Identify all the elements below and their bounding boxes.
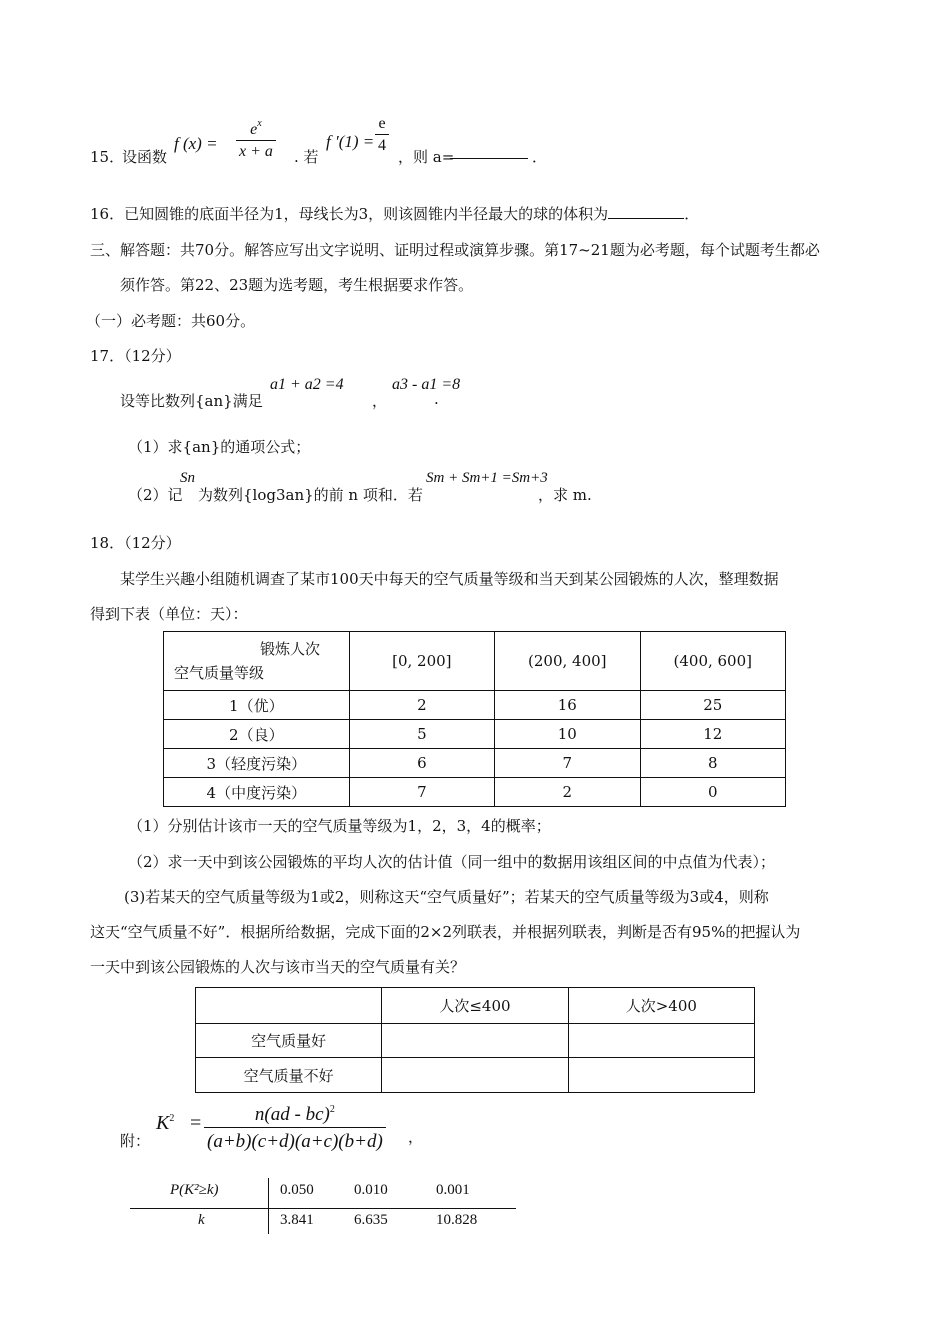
q15-prefix: 设函数 [122, 148, 168, 166]
q18-stem-line1: 某学生兴趣小组随机调查了某市100天中每天的空气质量等级和当天到某公园锻炼的人次，整理数据 [120, 570, 779, 588]
table2-empty-cell[interactable] [568, 1058, 754, 1093]
q17-sub2-sn: Sn [180, 470, 195, 486]
ptable-cell: 6.635 [354, 1212, 388, 1228]
q17-cond1: a1 + a2 =4 [270, 376, 344, 393]
table1-col-header: (200, 400] [495, 632, 640, 691]
table1-col-header: (400, 600] [640, 632, 785, 691]
formula-equals: = [190, 1112, 202, 1134]
table-row [164, 720, 786, 749]
q17-cond2: a3 - a1 =8 [392, 376, 461, 393]
formula-lhs: $K^2$ [156, 1112, 175, 1134]
table2-row-label: 空气质量不好 [196, 1058, 382, 1093]
formula-fraction [204, 1098, 386, 1156]
q18-contingency-table [195, 987, 755, 1093]
table2-row-label: 空气质量好 [196, 1024, 382, 1058]
table-row [164, 778, 786, 807]
table2-col-header [196, 988, 382, 1024]
table1-cell: 12 [640, 720, 785, 749]
q18-sub3-line1: (3)若某天的空气质量等级为1或2，则称这天“空气质量好”；若某天的空气质量等级为3或4，则称 [124, 888, 769, 906]
formula-num: n(ad - bc)$^2$ [204, 1098, 386, 1128]
appendix-label: 附： [120, 1132, 151, 1150]
table1-corner [164, 632, 350, 691]
ptable-cell: 0.050 [280, 1182, 314, 1198]
q15-rhs-den: 4 [378, 137, 386, 154]
ptable-cell: 3.841 [280, 1212, 314, 1228]
q18-sub3-line3: 一天中到该公园锻炼的人次与该市当天的空气质量有关？ [90, 958, 466, 976]
table1-cell: 7 [349, 778, 494, 807]
q15-mid: . 若 [294, 148, 319, 166]
table-row [196, 1024, 755, 1058]
q17-sub2-eq: Sm + Sm+1 =Sm+3 [426, 470, 548, 486]
q16-end: ． [684, 205, 700, 223]
table1-cell: 5 [349, 720, 494, 749]
table2-empty-cell[interactable] [568, 1024, 754, 1058]
q15-deriv: f ′(1) = [326, 132, 375, 151]
q18-sub1: （1）分别估计该市一天的空气质量等级为1，2，3，4的概率； [128, 817, 551, 835]
table1-cell: 16 [495, 691, 640, 720]
q18-header: 18．（12分） [90, 534, 181, 552]
ptable-row2-label: k [198, 1212, 205, 1228]
q15-frac-num: $e^x$ [236, 114, 276, 141]
q16-answer-blank [608, 218, 684, 219]
q15-frac-den: x + a [239, 143, 273, 160]
table1-cell: 0 [640, 778, 785, 807]
q17-stem-prefix: 设等比数列{an}满足 [120, 392, 263, 410]
ptable-divider-h [130, 1208, 516, 1209]
q15-end: ． [532, 148, 548, 166]
table2-col-header: 人次≤400 [382, 988, 568, 1024]
table-row [164, 749, 786, 778]
q18-table1 [163, 631, 786, 807]
q17-sub2-suffix: ，求 m. [538, 486, 592, 504]
table-row [164, 691, 786, 720]
formula-den: (a+b)(c+d)(a+c)(b+d) [207, 1131, 383, 1152]
table1-corner-top: 锻炼人次 [260, 640, 321, 658]
q15-number: 15． [90, 148, 125, 166]
ptable-cell: 10.828 [436, 1212, 478, 1228]
q18-critical-table [130, 1178, 516, 1234]
table1-row-label: 1（优） [164, 691, 350, 720]
q15-answer-blank [450, 158, 528, 159]
table1-cell: 6 [349, 749, 494, 778]
q17-sub1: （1）求{an}的通项公式； [128, 438, 311, 456]
table1-cell: 10 [495, 720, 640, 749]
table2-col-header: 人次>400 [568, 988, 754, 1024]
q18-stem-line2: 得到下表（单位：天）： [90, 605, 248, 623]
part1-heading: （一）必考题：共60分。 [86, 312, 256, 330]
table1-col-header: [0, 200] [349, 632, 494, 691]
section3-line2: 须作答。第22、23题为选考题，考生根据要求作答。 [120, 276, 474, 294]
q17-header: 17．（12分） [90, 347, 181, 365]
table1-row-label: 3（轻度污染） [164, 749, 350, 778]
q17-period: . [434, 390, 439, 408]
ptable-divider-v [268, 1178, 269, 1234]
q15-rhs-num: e [375, 114, 389, 135]
ptable-row1-label: P(K²≥k) [170, 1182, 219, 1198]
q18-sub2: （2）求一天中到该公园锻炼的平均人次的估计值（同一组中的数据用该组区间的中点值为代表）； [128, 853, 776, 871]
table1-cell: 25 [640, 691, 785, 720]
table1-cell: 2 [349, 691, 494, 720]
table2-empty-cell[interactable] [382, 1058, 568, 1093]
table1-cell: 2 [495, 778, 640, 807]
section3-line1: 三、解答题：共70分。解答应写出文字说明、证明过程或演算步骤。第17~21题为必考题，每个试题考生都必 [90, 241, 820, 259]
table1-cell: 7 [495, 749, 640, 778]
ptable-cell: 0.001 [436, 1182, 470, 1198]
q17-sub2-mid: 为数列{log3an}的前 n 项和．若 [198, 486, 423, 504]
q16-text: 16．已知圆锥的底面半径为1，母线长为3，则该圆锥内半径最大的球的体积为 [90, 205, 609, 223]
q17-comma: ， [372, 392, 388, 410]
q15-fraction [236, 114, 276, 163]
q16-line [90, 203, 699, 224]
q15-suffix: ，则 a= [398, 148, 455, 166]
table2-empty-cell[interactable] [382, 1024, 568, 1058]
formula-end: ， [408, 1128, 424, 1146]
q15-func: f (x) = [174, 134, 218, 153]
table1-row-label: 4（中度污染） [164, 778, 350, 807]
q15-rhs-fraction [375, 114, 389, 157]
ptable-cell: 0.010 [354, 1182, 388, 1198]
table1-cell: 8 [640, 749, 785, 778]
table1-corner-bottom: 空气质量等级 [174, 664, 265, 682]
q17-sub2-prefix: （2）记 [128, 486, 183, 504]
table-row [196, 1058, 755, 1093]
q18-sub3-line2: 这天“空气质量不好”．根据所给数据，完成下面的2×2列联表，并根据列联表，判断是否有95%的把握认为 [90, 923, 801, 941]
table1-row-label: 2（良） [164, 720, 350, 749]
